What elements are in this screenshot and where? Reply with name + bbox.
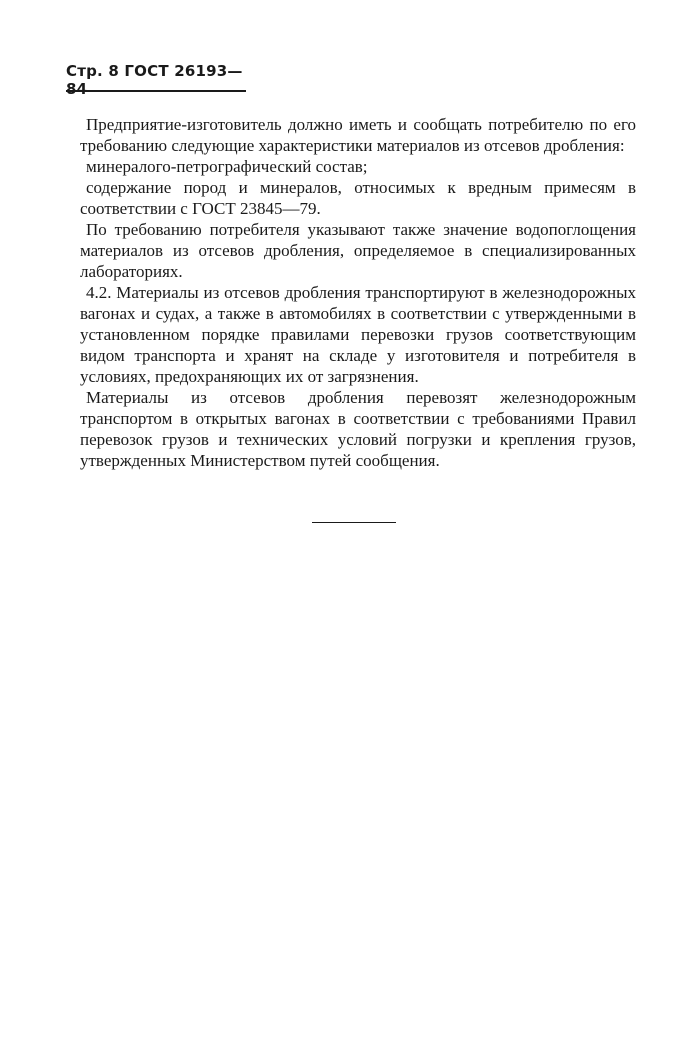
paragraph-rail-transport: Материалы из отсевов дробления перевозят железнодорожным транспортом в открытых вагонах в соответствии с требованиями Правил перевозок грузов и технических условий погрузки и крепления грузов, утвержденных Министерством путей сообщения.: [80, 388, 636, 470]
paragraph-4-2-transport: 4.2. Материалы из отсевов дробления транспортируют в железнодорожных вагонах и судах, а также в автомобилях в соответствии с утвержденными в установленном порядке правилами перевозки грузов соответствующим видом транспорта и хранят на складе у изготовителя и потребителя в условиях, предохраняющих их от загрязнения.: [80, 283, 636, 386]
document-body: [80, 114, 636, 471]
paragraph-water-absorption: По требованию потребителя указывают также значение водопоглощения материалов из отсевов дробления, определяемое в специализированных лабораториях.: [80, 220, 636, 281]
header-divider: [66, 90, 246, 92]
page-header: Стр. 8 ГОСТ 26193—84: [66, 62, 243, 98]
end-divider: [312, 522, 396, 523]
paragraph-manufacturer-obligations: Предприятие-изготовитель должно иметь и сообщать потребителю по его требованию следующие характеристики материалов из отсевов дробления:: [80, 115, 636, 155]
paragraph-mineral-composition: минералого-петрографический состав;: [86, 157, 368, 176]
paragraph-harmful-impurities: содержание пород и минералов, относимых к вредным примесям в соответствии с ГОСТ 23845—79.: [80, 178, 636, 218]
